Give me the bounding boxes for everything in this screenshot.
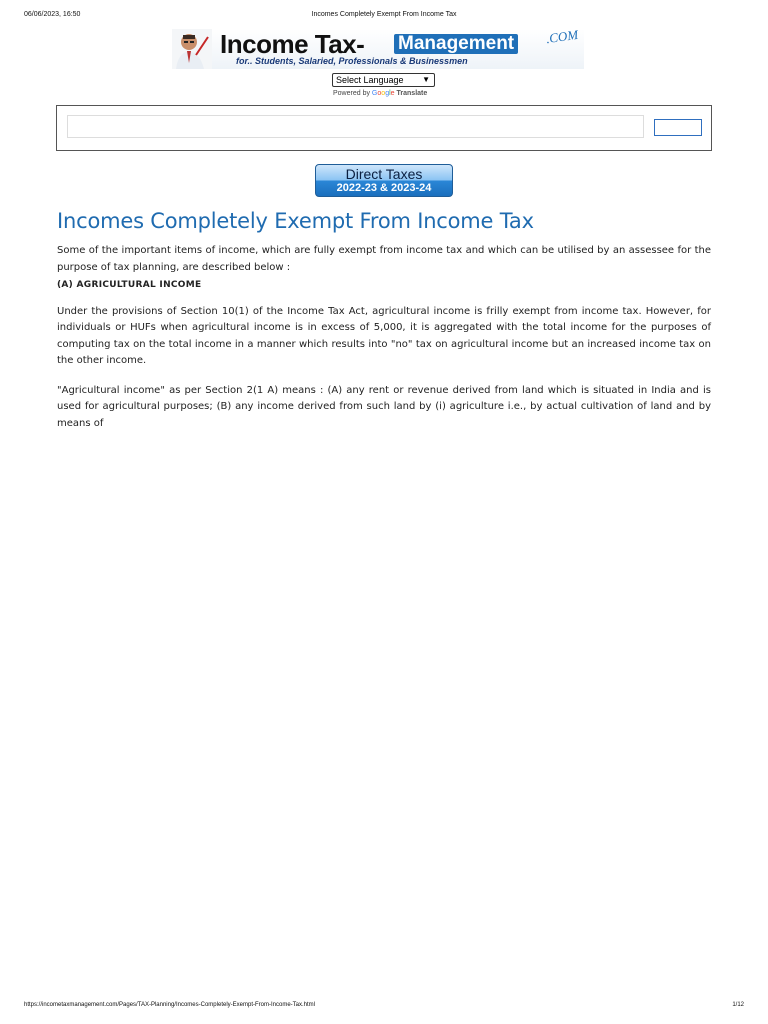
person-photo-icon xyxy=(172,29,212,69)
direct-taxes-years: 2022-23 & 2023-24 xyxy=(336,182,432,194)
page-title: Incomes Completely Exempt From Income Tax xyxy=(57,209,534,233)
language-select[interactable] xyxy=(332,73,435,87)
search-input[interactable] xyxy=(67,115,644,138)
print-datetime: 06/06/2023, 16:50 xyxy=(24,11,81,18)
search-box xyxy=(56,105,712,151)
direct-taxes-label: Direct Taxes xyxy=(345,166,423,182)
chevron-down-icon: ▼ xyxy=(422,75,430,84)
print-header xyxy=(0,11,768,21)
print-title: Incomes Completely Exempt From Income Tax xyxy=(311,11,457,18)
page-number: 1/12 xyxy=(732,1002,744,1008)
paragraph-section-10-1: Under the provisions of Section 10(1) of the Income Tax Act, agricultural income is frilly exempt from income tax. However, for individuals or HUFs when agricultural income is in excess of 5,000, it is aggregated with the total income for the purposes of computing tax on the total income in a manner which results into "no" tax on agricultural income but an increased income tax on the other income. xyxy=(57,305,711,366)
google-logo: Google xyxy=(371,90,395,97)
powered-by-label: Powered by xyxy=(333,90,370,97)
site-logo[interactable] xyxy=(172,26,584,69)
translate-label: Translate xyxy=(396,90,428,97)
section-subheading: (A) AGRICULTURAL INCOME xyxy=(57,280,202,290)
print-url: https://incometaxmanagement.com/Pages/TAX-Planning/Incomes-Completely-Exempt-From-Income-Tax.html xyxy=(24,1002,315,1008)
brand-income-tax: Income Tax- xyxy=(220,29,365,59)
brand-management: Management xyxy=(394,34,518,54)
article-body xyxy=(57,243,711,445)
brand-tagline: for.. Students, Salaried, Professionals & Businessmen xyxy=(236,56,468,66)
intro-paragraph: Some of the important items of income, which are fully exempt from income tax and which can be utilised by an assessee for the purpose of tax planning, are described below : xyxy=(57,245,711,273)
direct-taxes-button[interactable] xyxy=(315,164,453,197)
language-select-label: Select Language xyxy=(336,75,404,85)
powered-by-google-translate[interactable] xyxy=(333,90,443,97)
paragraph-agricultural-income-definition: "Agricultural income" as per Section 2(1 A) means : (A) any rent or revenue derived from land which is situated in India and is used for agricultural purposes; (B) any income derived from such land by (i) agriculture i.e., by actual cultivation of land and by means of xyxy=(57,384,711,429)
search-button[interactable] xyxy=(654,119,702,136)
brand-dotcom: .COM xyxy=(545,26,579,47)
